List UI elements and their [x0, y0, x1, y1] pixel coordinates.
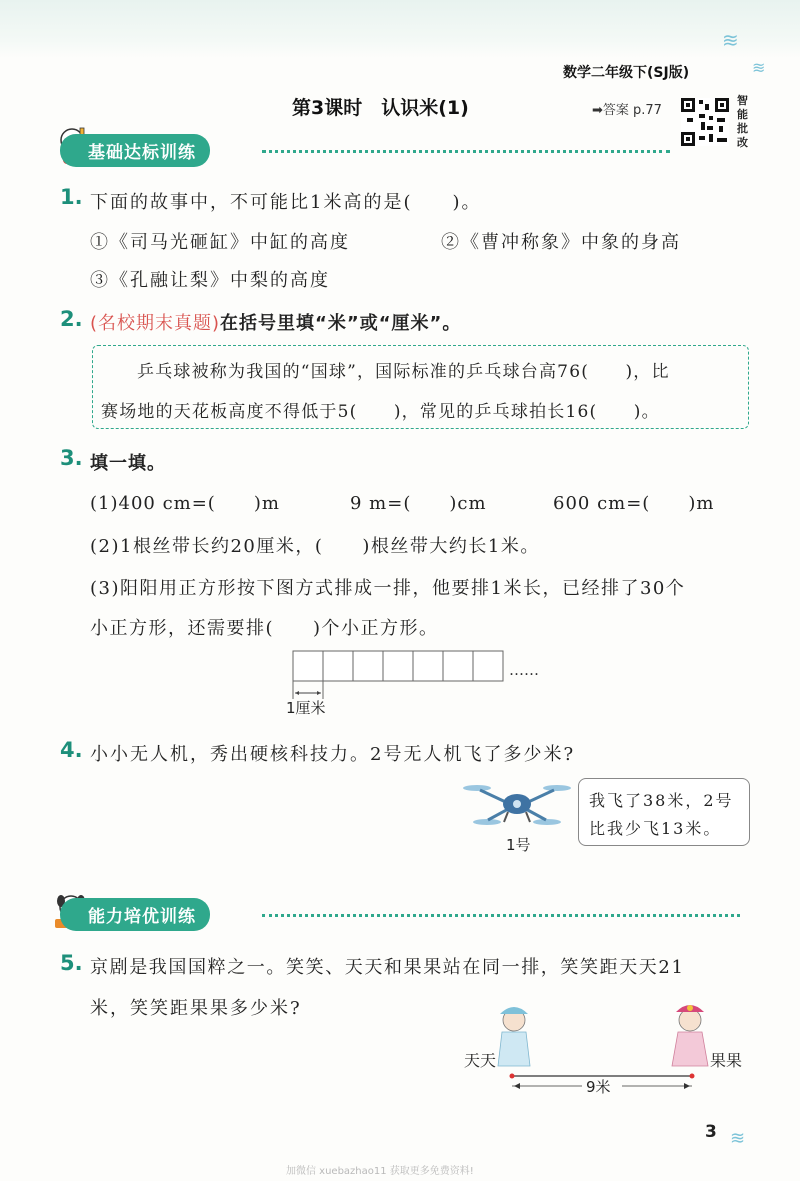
section-advanced-label: 能力培优训练 [60, 898, 210, 931]
continuation-dots: …… [509, 661, 539, 679]
lesson-title: 第3课时 认识米(1) [292, 97, 469, 119]
book-title: 数学二年级下(SJ版) [563, 65, 690, 81]
name-label-tiantian: 天天 [464, 1051, 497, 1070]
section-basic-label: 基础达标训练 [60, 134, 210, 167]
squares-row-figure [285, 645, 555, 720]
question-1-stem: 下面的故事中，不可能比1米高的是( )。 [90, 192, 482, 213]
page-number: 3 [705, 1122, 717, 1142]
distance-label: 9米 [586, 1078, 611, 1096]
name-label-guoguo: 果果 [710, 1051, 743, 1070]
tiantian-figure [498, 1007, 530, 1066]
question-number: 1. [60, 185, 83, 209]
question-number: 3. [60, 446, 83, 470]
small-square [413, 651, 443, 681]
question-number: 5. [60, 951, 83, 975]
section-basic [60, 134, 210, 166]
smart-grading-tag: 智能批改 [737, 94, 748, 149]
exam-source-tag: (名校期末真题) [90, 313, 221, 334]
drone-illustration [462, 778, 572, 860]
question-1-option-3: ③《孔融让梨》中梨的高度 [90, 270, 330, 291]
guoguo-figure [672, 1005, 708, 1066]
position-point [690, 1074, 695, 1079]
question-3-part-3-line-2: 小正方形，还需要排( )个小正方形。 [90, 618, 439, 639]
question-5-line-1: 京剧是我国国粹之一。笑笑、天天和果果站在同一排，笑笑距天天21 [90, 957, 685, 978]
question-3-part-3-line-1: (3)阳阳用正方形按下图方式排成一排，他要排1米长，已经排了30个 [90, 578, 686, 599]
qr-code-icon [681, 98, 729, 146]
question-2-line-2: 赛场地的天花板高度不得低于5( )，常见的乒乓球拍长16( )。 [101, 402, 660, 422]
drone-label: 1号 [506, 836, 531, 854]
small-square [473, 651, 503, 681]
section-divider [262, 914, 740, 917]
footer-watermark: 加微信 xuebazhao11 获取更多免费资料! [286, 1166, 474, 1177]
answer-reference: ➡答案 p.77 [592, 103, 662, 118]
section-divider [262, 150, 670, 153]
question-4-stem: 小小无人机，秀出硬核科技力。2号无人机飞了多少米? [90, 744, 576, 765]
speech-line-2: 比我少飞13米。 [589, 819, 722, 838]
square-row [293, 651, 503, 681]
unit-length-label: 1厘米 [286, 699, 326, 717]
small-square [293, 651, 323, 681]
question-3-part-1c: 600 cm=( )m [553, 493, 715, 514]
dolphin-icon: ≋ [722, 28, 739, 52]
dolphin-icon: ≋ [752, 58, 766, 77]
question-2-heading [90, 309, 461, 335]
question-3-part-1a: (1)400 cm=( )m [90, 493, 280, 514]
question-3-stem: 填一填。 [90, 453, 166, 474]
question-2-line-1: 乒乓球被称为我国的“国球”，国际标准的乒乓球台高76( )，比 [137, 362, 670, 382]
question-number: 2. [60, 307, 83, 331]
question-5-line-2: 米，笑笑距果果多少米? [90, 998, 302, 1019]
speech-bubble [578, 778, 750, 846]
small-square [383, 651, 413, 681]
small-square [323, 651, 353, 681]
question-number: 4. [60, 738, 83, 762]
question-3-part-1b: 9 m=( )cm [350, 493, 487, 514]
position-point [510, 1074, 515, 1079]
question-2-stem: 在括号里填“米”或“厘米”。 [220, 313, 462, 334]
question-3-part-2: (2)1根丝带长约20厘米，( )根丝带大约长1米。 [90, 536, 540, 557]
question-1-option-2: ②《曹冲称象》中象的身高 [441, 232, 681, 253]
dolphin-icon: ≋ [730, 1128, 746, 1149]
speech-line-1: 我飞了38米，2号 [589, 791, 734, 810]
small-square [443, 651, 473, 681]
question-1-option-1: ①《司马光砸缸》中缸的高度 [90, 232, 350, 253]
small-square [353, 651, 383, 681]
section-advanced [60, 898, 210, 930]
distance-diagram [458, 1000, 758, 1105]
top-decoration-band [0, 0, 800, 58]
